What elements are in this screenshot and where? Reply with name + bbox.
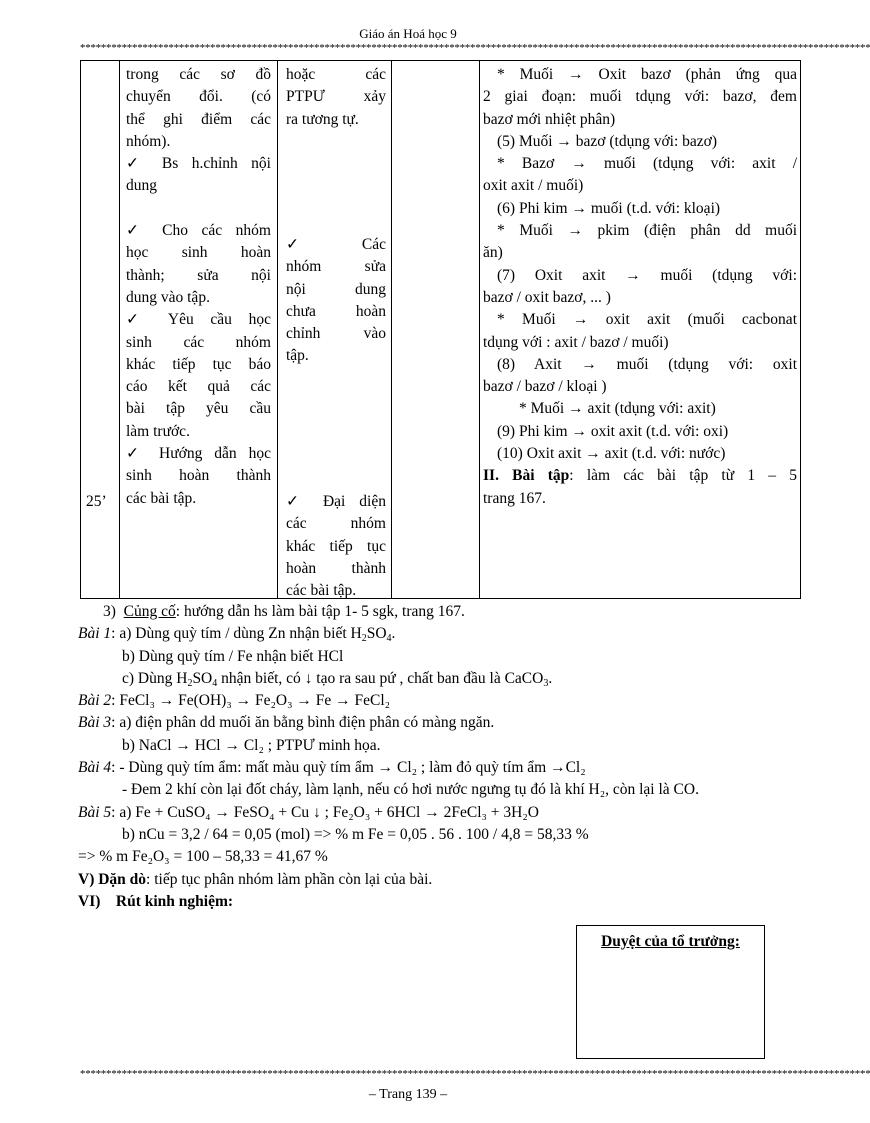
teacher-line: các bài tập. (126, 489, 197, 507)
student-line: chưa hoàn (286, 302, 386, 320)
student-line: PTPƯ xảy (286, 88, 386, 106)
homework-text: : tiếp tục phân nhóm làm phần còn lại của bài. (146, 870, 433, 888)
lesson-content-column (483, 64, 797, 510)
teacher-line (126, 198, 271, 220)
student-line: các nhóm (286, 515, 386, 533)
content-line: bazơ / bazơ / kloại ) (483, 378, 607, 396)
exercise-5a: : a) Fe + CuSO₄ → FeSO₄ + Cu ↓ ; Fe₂O₃ + 6HCl → 2FeCl₃ + 3H₂O (111, 803, 539, 821)
table-divider (391, 61, 392, 598)
student-line: ✓ Các (286, 236, 386, 253)
content-line: * Muối → axit (tdụng với: axit) (519, 400, 716, 418)
content-lines (483, 64, 797, 465)
student-line: tập. (286, 347, 309, 365)
consolidation-label: Củng cố (123, 603, 176, 620)
teacher-line: ✓ Bs h.chỉnh nội (126, 155, 271, 173)
student-activity-bottom (286, 491, 386, 602)
student-line: hoặc các (286, 66, 386, 83)
top-separator: ******************************************************************************************************************************************************** (80, 42, 870, 54)
content-line: * Muối → oxit axit (muối cacbonat (497, 311, 797, 329)
content-line: (7) Oxit axit → muối (tdụng với: (497, 266, 797, 284)
exercise-2-label: Bài 2 (78, 692, 112, 710)
student-line: chỉnh vào (286, 325, 386, 343)
approval-label: Duyệt của tổ trưởng: (601, 933, 740, 950)
teacher-line: bài tập yêu cầu (126, 400, 271, 418)
exercise-4b: - Đem 2 khí còn lại đốt cháy, làm lạnh, nếu có hơi nước ngưng tụ đó là khí H₂, còn lại là CO. (122, 781, 699, 799)
exercise-3a: : a) điện phân dd muối ăn bằng bình điện phân có màng ngăn. (111, 714, 495, 732)
consolidation-number: 3) (103, 603, 116, 620)
exercise-text: : làm các bài tập từ 1 – 5 (569, 467, 797, 485)
teacher-line: sinh các nhóm (126, 333, 271, 351)
student-line: khác tiếp tục (286, 537, 386, 555)
exercise-4-label: Bài 4 (78, 759, 112, 777)
table-divider (479, 61, 480, 598)
content-line: (10) Oxit axit → axit (t.d. với: nước) (497, 445, 726, 463)
teacher-line: trong các sơ đồ (126, 66, 271, 83)
exercise-5b: b) nCu = 3,2 / 64 = 0,05 (mol) => % m Fe = 0,05 . 56 . 100 / 4,8 = 58,33 % (122, 825, 589, 843)
teacher-line: thành; sửa nội (126, 266, 271, 284)
teacher-line: chuyển đổi. (có (126, 88, 271, 106)
teacher-line: học sinh hoàn (126, 244, 271, 262)
exercise-1b: b) Dùng quỳ tím / Fe nhận biết HCl (122, 647, 344, 665)
exercise-1a: : a) Dùng quỳ tím / dùng Zn nhận biết H (111, 625, 362, 643)
teacher-line: dung (126, 177, 157, 195)
exercise-3-label: Bài 3 (78, 714, 112, 732)
lesson-body: 3) Củng cố: hướng dẫn hs làm bài tập 1- 5 sgk, trang 167. Bài 1: a) Dùng quỳ tím / dùng Zn nhận biết $H_2SO_4$. b) Dùng quỳ tím / Fe nhận biết HCl c) Dùng $H_2SO_4$ nhận biết, có ↓ tạo ra sau pứ , chất ban đầu là CaCO$_3$. Bài 2: FeCl₃ → Fe(OH)₃ → Fe₂O₃ → Fe → FeCl₂ Bài 3: a) điện phân dd muối ăn bằng bình điện phân có màng ngăn. b) NaCl → HCl → Cl₂ ; PTPƯ minh họa. Bài 4: - Dùng quỳ tím ẩm: mất màu quỳ tím ẩm → Cl₂ ; làm đỏ quỳ tím ẩm →Cl₂ - Đem 2 khí còn lại đốt cháy, làm lạnh, nếu có hơi nước ngưng tụ đó là khí H₂, còn lại là CO. Bài 5: a) Fe + CuSO₄ → FeSO₄ + Cu ↓ ; Fe₂O₃ + 6HCl → 2FeCl₃ + 3H₂O b) nCu = 3,2 / 64 = 0,05 (mol) => % m Fe = 0,05 . 56 . 100 / 4,8 = 58,33 % => % m Fe₂O₃ = 100 – 58,33 = 41,67 % V) Dặn dò: tiếp tục phân nhóm làm phần còn lại của bài. VI) Rút kinh nghiệm: (78, 601, 788, 913)
teacher-line: nhóm). (126, 132, 171, 150)
exercise-1a-so: SO (366, 625, 387, 643)
content-line: bazơ / oxit bazơ, ... ) (483, 288, 611, 306)
table-divider (119, 61, 120, 598)
teacher-line: ✓ Hướng dẫn học (126, 445, 271, 463)
teacher-line: dung vào tập. (126, 288, 210, 306)
content-line: (5) Muối → bazơ (tdụng với: bazơ) (497, 132, 718, 150)
approval-box (576, 925, 765, 1059)
consolidation-text: : hướng dẫn hs làm bài tập 1- 5 sgk, trang 167. (175, 603, 465, 620)
content-line: (6) Phi kim → muối (t.d. với: kloại) (497, 199, 721, 217)
content-line: tdụng với : axit / bazơ / muối) (483, 333, 669, 351)
table-divider (277, 61, 278, 598)
exercise-5-label: Bài 5 (78, 803, 112, 821)
content-line: bazơ mới nhiệt phân) (483, 110, 616, 128)
exercise-1-label: Bài 1 (78, 625, 112, 643)
teacher-line: thể ghi điểm các (126, 110, 271, 128)
content-line: * Muối → pkim (điện phân dd muối (497, 222, 797, 240)
content-line: (8) Axit → muối (tdụng với: oxit (497, 355, 797, 373)
student-line: các bài tập. (286, 582, 357, 600)
content-line: * Bazơ → muối (tdụng với: axit / (497, 155, 797, 173)
teacher-activity-column (126, 64, 271, 510)
experience-label: Rút kinh nghiệm: (115, 892, 234, 910)
page-footer: – Trang 139 – (368, 1087, 448, 1102)
exercise-text-2: trang 167. (483, 489, 546, 507)
exercise-4a: : - Dùng quỳ tím ẩm: mất màu quỳ tím ẩm → Cl₂ ; làm đỏ quỳ tím ẩm →Cl₂ (111, 759, 586, 777)
bottom-separator: ******************************************************************************************************************************************************** (80, 1068, 870, 1080)
exercise-1c-so: SO (192, 669, 213, 687)
exercise-label: II. Bài tập (483, 467, 570, 485)
exercise-2-text: : FeCl₃ → Fe(OH)₃ → Fe₂O₃ → Fe → FeCl₂ (111, 692, 391, 710)
exercise-1c: c) Dùng H (122, 669, 188, 687)
page-header: Giáo án Hoá học 9 (359, 26, 457, 41)
student-activity-top (286, 64, 386, 131)
content-line: ăn) (483, 244, 503, 262)
student-line: nội dung (286, 280, 386, 298)
student-activity-middle (286, 234, 386, 368)
lesson-table (80, 60, 801, 599)
experience-number: VI) (78, 892, 101, 910)
exercise-5c: => % m Fe₂O₃ = 100 – 58,33 = 41,67 % (78, 848, 328, 866)
teacher-line: làm trước. (126, 422, 190, 440)
teacher-line: ✓ Cho các nhóm (126, 222, 271, 240)
teacher-line: ✓ Yêu cầu học (126, 311, 271, 329)
student-line: hoàn thành (286, 559, 386, 577)
exercise-1a-end: . (391, 625, 396, 643)
content-line: oxit axit / muối) (483, 177, 584, 195)
homework-label: V) Dặn dò (78, 870, 147, 888)
content-line: 2 giai đoạn: muối tdụng với: bazơ, đem (483, 88, 797, 106)
exercise-1c-text: nhận biết, có ↓ tạo ra sau pứ , chất ban đầu là CaCO (217, 669, 544, 687)
teacher-line: khác tiếp tục báo (126, 355, 271, 373)
teacher-line: cáo kết quả các (126, 378, 271, 396)
teacher-line: sinh hoàn thành (126, 467, 271, 485)
content-line: (9) Phi kim → oxit axit (t.d. với: oxi) (497, 422, 729, 440)
student-line: nhóm sửa (286, 258, 386, 276)
student-line: ra tương tự. (286, 110, 359, 128)
exercise-3b: b) NaCl → HCl → Cl₂ ; PTPƯ minh họa. (122, 736, 381, 754)
exercise-1c-end: . (548, 669, 553, 687)
time-cell: 25’ (86, 493, 107, 510)
content-line: * Muối → Oxit bazơ (phản ứng qua (497, 66, 797, 83)
student-line: ✓ Đại diện (286, 493, 386, 510)
